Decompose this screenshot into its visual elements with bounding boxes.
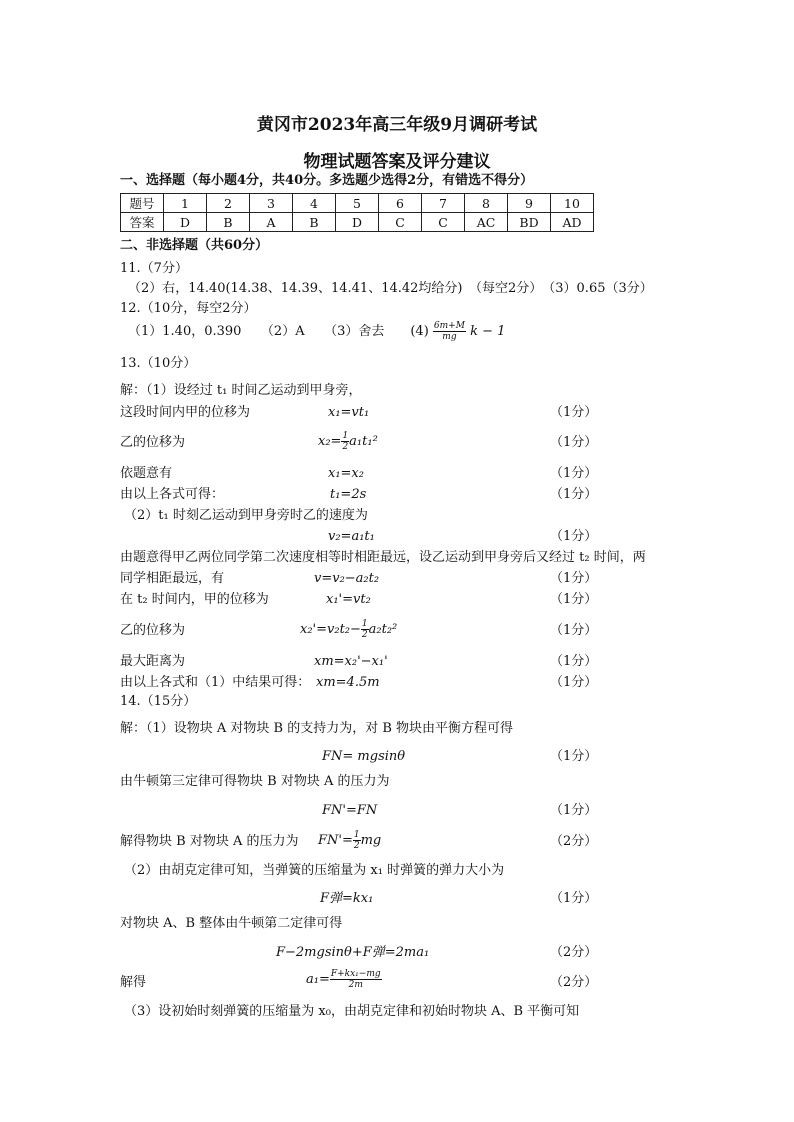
- q14-equation: [306, 968, 382, 992]
- score: （1分）: [550, 675, 598, 690]
- q12-answer: [128, 321, 505, 343]
- eq-part: x₂'=v₂t₂−: [300, 622, 361, 637]
- table-cell: B: [293, 213, 336, 232]
- score: （1分）: [550, 891, 598, 906]
- section-1-heading: 一、选择题（每小题4分，共40分。多选题少选得2分，有错选不得分）: [120, 173, 534, 188]
- q12-heading: 12.（10分，每空2分）: [120, 301, 257, 316]
- eq-part: FN'=: [318, 833, 353, 848]
- score: （1分）: [550, 592, 598, 607]
- q13-line: 乙的位移为: [120, 623, 186, 638]
- q13-line: 在 t₂ 时间内，甲的位移为: [120, 592, 269, 607]
- table-cell: 8: [465, 194, 508, 213]
- q13-line: 这段时间内甲的位移为: [120, 405, 251, 420]
- fraction-numerator: 1: [353, 830, 360, 840]
- q14-line: 解得物块 B 对物块 A 的压力为: [120, 834, 299, 849]
- section-2-heading: 二、非选择题（共60分）: [120, 238, 269, 253]
- q14-heading: 14.（15分）: [120, 694, 197, 709]
- q12-answer-text: （1）1.40，0.390 （2）A （3）舍去 (4): [128, 324, 429, 339]
- score: （2分）: [550, 975, 598, 990]
- q13-line: 最大距离为: [120, 654, 186, 669]
- half-fraction: [361, 619, 369, 640]
- fraction-numerator: 6m+M: [433, 321, 465, 331]
- table-cell: 9: [508, 194, 551, 213]
- table-cell: D: [336, 213, 379, 232]
- table-cell: 4: [293, 194, 336, 213]
- score: （1分）: [550, 466, 598, 481]
- fraction-numerator: F+kx₁−mg: [330, 969, 381, 979]
- q14-equation: F−2mgsinθ+F弹=2ma₁: [276, 945, 430, 960]
- fraction-denominator: 2: [342, 442, 349, 452]
- eq-part: mg: [360, 833, 382, 848]
- q13-equation: [318, 431, 378, 453]
- score: （1分）: [550, 623, 598, 638]
- q13-equation: x₁=x₂: [328, 466, 364, 481]
- q13-equation: [300, 619, 397, 641]
- q11-answer: （2）右，14.40(14.38、14.39、14.41、14.42均给分) （每空2分） （3）0.65（3分）: [128, 281, 653, 296]
- score: （2分）: [550, 834, 598, 849]
- table-cell: 1: [164, 194, 207, 213]
- eq-part: x₂=: [318, 434, 342, 449]
- table-cell: 3: [250, 194, 293, 213]
- table-cell: A: [250, 213, 293, 232]
- q13-equation: xm=4.5m: [316, 675, 380, 690]
- table-cell: 2: [207, 194, 250, 213]
- q14-line: 解得: [120, 975, 147, 990]
- score: （1分）: [550, 654, 598, 669]
- table-cell: D: [164, 213, 207, 232]
- row-label: 题号: [121, 194, 164, 213]
- q13-line: 乙的位移为: [120, 435, 186, 450]
- q14-line: （3）设初始时刻弹簧的压缩量为 x₀，由胡克定律和初始时物块 A、B 平衡可知: [124, 1004, 580, 1019]
- q12-answer-tail: k − 1: [470, 324, 506, 339]
- q14-line: 对物块 A、B 整体由牛顿第二定律可得: [120, 916, 343, 931]
- table-cell: B: [207, 213, 250, 232]
- table-cell: AC: [465, 213, 508, 232]
- table-cell: C: [422, 213, 465, 232]
- q13-line: 由以上各式和（1）中结果可得：: [120, 675, 311, 690]
- score: （1分）: [550, 405, 598, 420]
- q13-equation: xm=x₂'−x₁': [314, 654, 388, 669]
- q11-heading: 11.（7分）: [120, 261, 188, 276]
- fraction-denominator: 2: [361, 630, 368, 640]
- fraction-numerator: 1: [361, 619, 368, 629]
- q13-equation: v=v₂−a₂t₂: [314, 571, 380, 586]
- q13-equation: x₁=vt₁: [328, 405, 370, 420]
- q13-equation: t₁=2s: [330, 487, 367, 502]
- score: （1分）: [550, 487, 598, 502]
- table-cell: 6: [379, 194, 422, 213]
- eq-part: a₂t₂²: [368, 622, 398, 637]
- half-fraction: [341, 431, 349, 452]
- q13-line: 解：（1）设经过 t₁ 时间乙运动到甲身旁，: [120, 383, 362, 398]
- page-subtitle: 物理试题答案及评分建议: [303, 152, 491, 172]
- page-title: 黄冈市2023年高三年级9月调研考试: [256, 115, 538, 135]
- half-fraction: [353, 830, 361, 851]
- score: （1分）: [550, 529, 598, 544]
- q12-fraction: [433, 321, 466, 342]
- fraction-denominator: 2m: [348, 980, 363, 990]
- table-cell: AD: [551, 213, 594, 232]
- fraction-denominator: mg: [442, 332, 457, 342]
- q14-equation: FN'=FN: [322, 803, 378, 818]
- table-cell: 5: [336, 194, 379, 213]
- table-row: [121, 213, 594, 232]
- q14-line: 由牛顿第三定律可得物块 B 对物块 A 的压力为: [120, 774, 390, 789]
- fraction-denominator: 2: [353, 841, 360, 851]
- q14-equation: [318, 830, 381, 852]
- q14-line: 解：（1）设物块 A 对物块 B 的支持力为，对 B 物块由平衡方程可得: [120, 721, 514, 736]
- q13-equation: v₂=a₁t₁: [328, 529, 375, 544]
- q14-equation: FN= mgsinθ: [322, 749, 406, 764]
- q13-heading: 13.（10分）: [120, 356, 197, 371]
- score: （1分）: [550, 435, 598, 450]
- q13-line: 依题意有: [120, 466, 173, 481]
- table-cell: BD: [508, 213, 551, 232]
- q13-equation: x₁'=vt₂: [326, 592, 371, 607]
- fraction-numerator: 1: [342, 431, 349, 441]
- score: （1分）: [550, 803, 598, 818]
- table-cell: C: [379, 213, 422, 232]
- q13-line: 由题意得甲乙两位同学第二次速度相等时相距最远，设乙运动到甲身旁后又经过 t₂ 时间，两: [120, 550, 646, 565]
- q14-equation: F弹=kx₁: [320, 891, 374, 906]
- accel-fraction: [330, 969, 382, 990]
- answer-table: [120, 193, 594, 232]
- score: （2分）: [550, 945, 598, 960]
- table-row: [121, 194, 594, 213]
- score: （1分）: [550, 749, 598, 764]
- eq-part: a₁t₁²: [349, 434, 378, 449]
- q13-line: 由以上各式可得：: [120, 487, 225, 502]
- q13-line: 同学相距最远，有: [120, 571, 225, 586]
- table-cell: 10: [551, 194, 594, 213]
- table-cell: 7: [422, 194, 465, 213]
- score: （1分）: [550, 571, 598, 586]
- q13-line: （2）t₁ 时刻乙运动到甲身旁时乙的速度为: [124, 508, 368, 523]
- eq-part: a₁=: [306, 972, 330, 987]
- row-label: 答案: [121, 213, 164, 232]
- q14-line: （2）由胡克定律可知，当弹簧的压缩量为 x₁ 时弹簧的弹力大小为: [124, 863, 505, 878]
